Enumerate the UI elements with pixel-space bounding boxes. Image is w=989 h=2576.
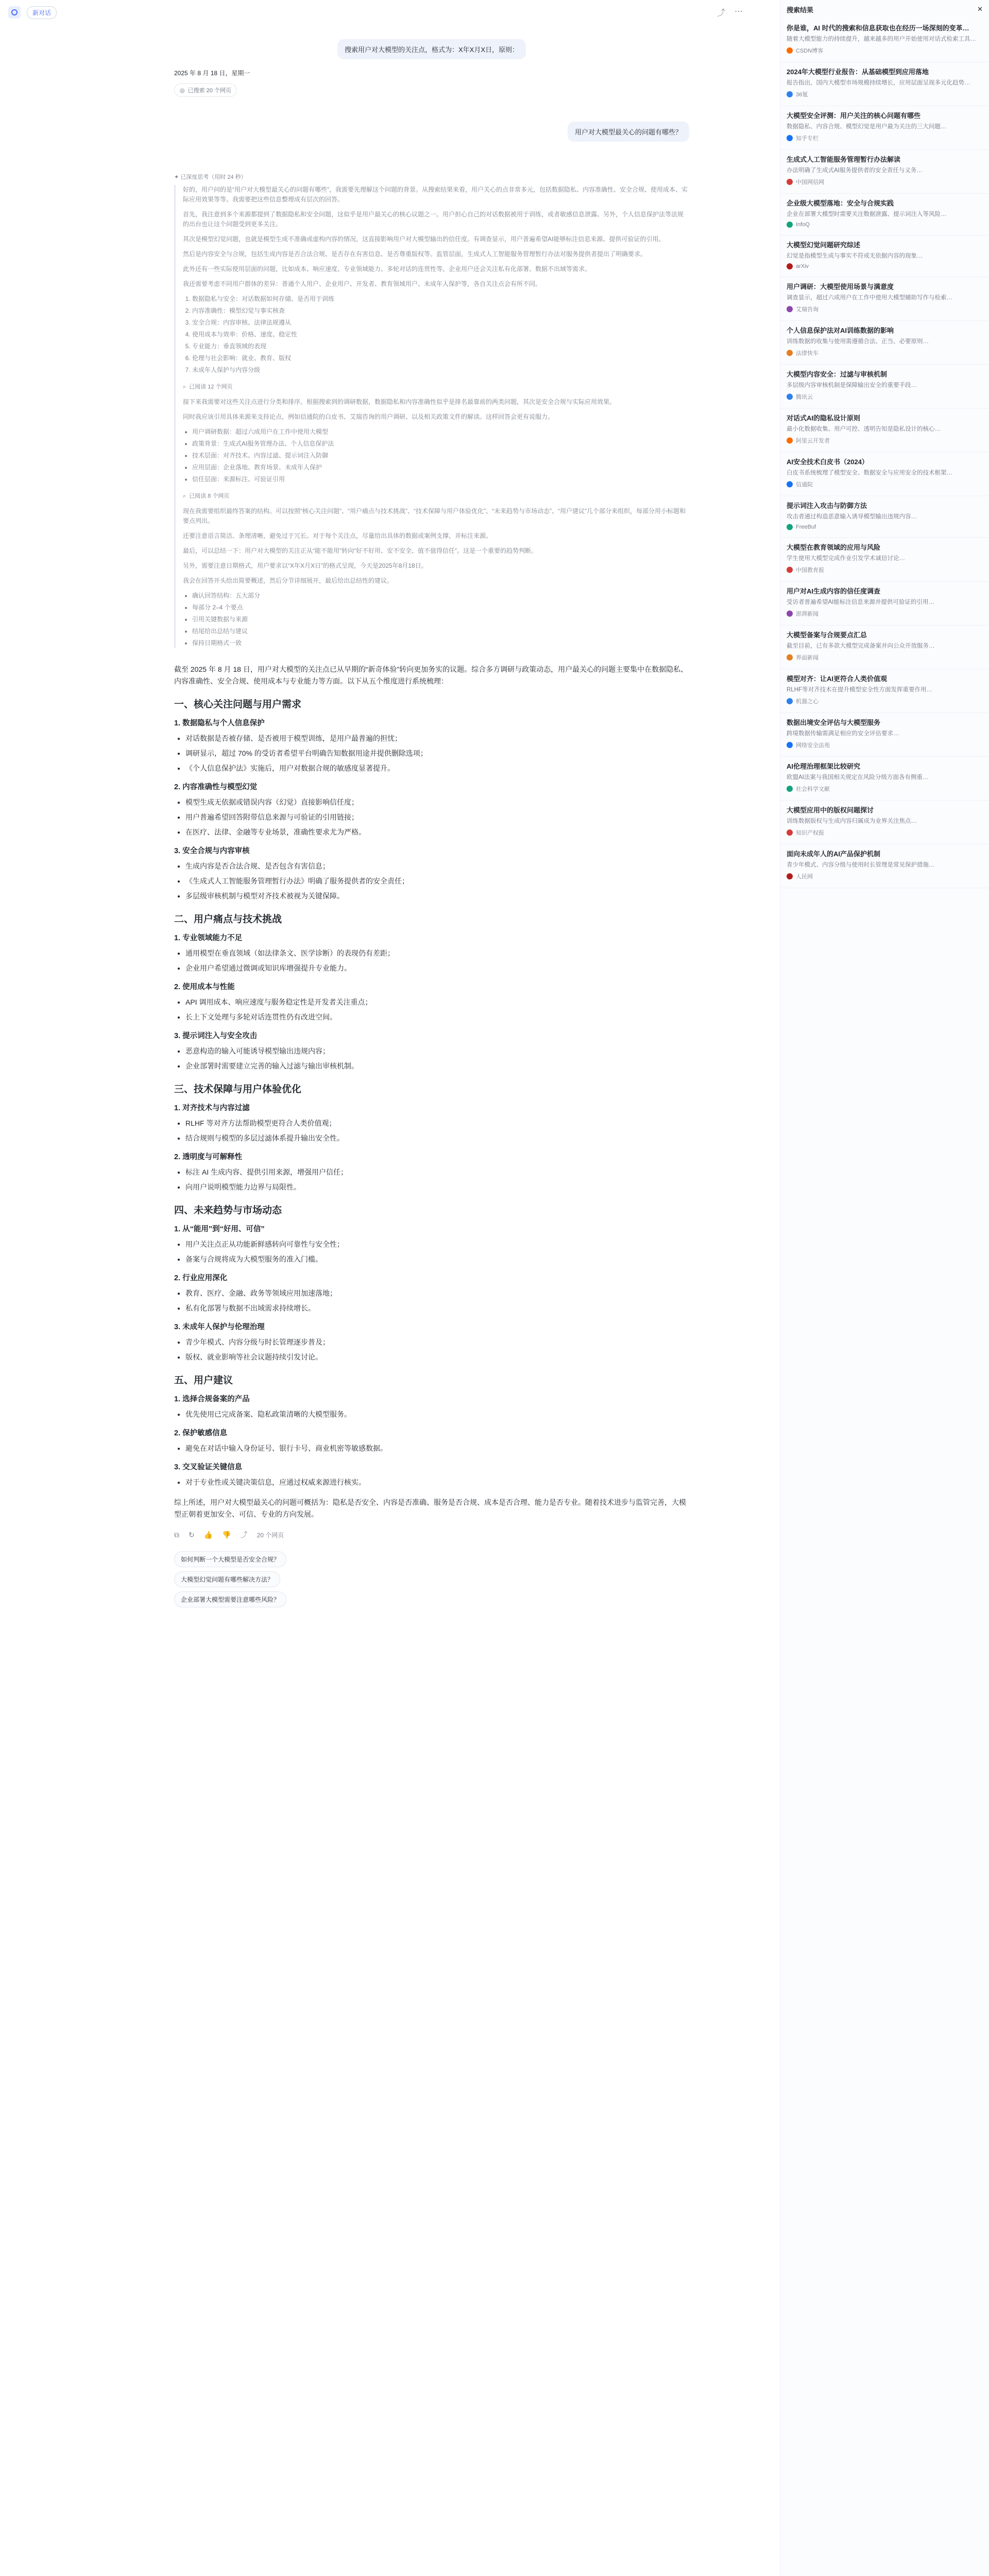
- search-results-panel: [780, 0, 989, 2576]
- source-name: CSDN博客: [796, 48, 824, 54]
- web-count[interactable]: 20 个网页: [257, 1531, 284, 1539]
- result-snippet: 跨境数据传输需满足相应的安全评估要求…: [787, 731, 899, 737]
- source-name: 澎湃新闻: [796, 611, 819, 617]
- result-title[interactable]: 大模型幻觉问题研究综述: [787, 241, 861, 249]
- chat-area: [174, 25, 689, 1612]
- source-name: 阿里云开发者: [796, 438, 830, 444]
- thinking-paragraph: 另外，需要注意日期格式，用户要求以“X年X月X日”的格式呈现，今天是2025年8月18日。: [183, 562, 428, 569]
- list-item: • 用户关注点正从功能新鲜感转向可靠性与安全性；: [185, 1239, 689, 1250]
- read-pages-chip[interactable]: ⌕ 已阅读 8 个网页: [183, 492, 229, 501]
- top-bar: [0, 0, 762, 25]
- list-item: 1. 数据隐私与安全：对话数据如何存储、是否用于训练: [192, 294, 689, 304]
- subsection-list: [185, 1045, 689, 1072]
- site-favicon-icon: [787, 394, 793, 400]
- list-item: • 保持日期格式一致: [192, 638, 689, 648]
- source-name: 信通院: [796, 482, 813, 488]
- site-favicon-icon: [787, 179, 793, 185]
- search-result-item[interactable]: [780, 194, 989, 235]
- list-item: • 向用户说明模型能力边界与局限性。: [185, 1181, 689, 1193]
- date-line: 2025 年 8 月 18 日，星期一: [174, 70, 250, 77]
- section-title: 五、用户建议: [174, 1375, 233, 1386]
- list-item: • 调研显示，超过 70% 的受访者希望平台明确告知数据用途并提供删除选项；: [185, 748, 689, 759]
- site-favicon-icon: [787, 263, 793, 269]
- result-title[interactable]: 用户调研：大模型使用场景与满意度: [787, 283, 894, 291]
- thumb-up-icon[interactable]: 👍: [203, 1530, 213, 1539]
- list-item: • API 调用成本、响应速度与服务稳定性是开发者关注重点；: [185, 996, 689, 1008]
- list-item: • 对于专业性或关键决策信息，应通过权威来源进行核实。: [185, 1477, 689, 1488]
- list-item: • 企业用户希望通过微调或知识库增强提升专业能力。: [185, 962, 689, 974]
- result-source: [787, 785, 983, 793]
- panel-title: 搜索结果: [787, 6, 814, 14]
- result-title[interactable]: 大模型备案与合规要点汇总: [787, 631, 867, 639]
- subsection-title: 1. 对齐技术与内容过滤: [174, 1104, 250, 1112]
- subsection-list: [185, 1239, 689, 1265]
- list-item: • 优先使用已完成备案、隐私政策清晰的大模型服务。: [185, 1409, 689, 1420]
- result-source: [787, 90, 983, 98]
- answer-intro: 截至 2025 年 8 月 18 日，用户对大模型的关注点已从早期的“新奇体验”转向更加务实的议题。综合多方调研与政策动态，用户最关心的问题主要集中在数据隐私、内容准确性、安全合规、使用成本与专业能力等方面。以下从五个维度进行系统梳理：: [174, 665, 688, 685]
- list-item: 6. 伦理与社会影响：就业、教育、版权: [192, 353, 689, 363]
- site-favicon-icon: [787, 524, 793, 530]
- list-item: • 《生成式人工智能服务管理暂行办法》明确了服务提供者的安全责任；: [185, 875, 689, 887]
- site-favicon-icon: [787, 481, 793, 487]
- result-source: [787, 134, 983, 142]
- source-name: 中国网信网: [796, 179, 824, 185]
- subsection-list: [185, 996, 689, 1023]
- source-name: 机器之心: [796, 699, 819, 705]
- search-result-item[interactable]: [780, 669, 989, 713]
- list-item: • 备案与合规将成为大模型服务的准入门槛。: [185, 1253, 689, 1265]
- share-icon[interactable]: ⤴: [240, 1531, 248, 1539]
- result-title[interactable]: 对话式AI的隐私设计原则: [787, 414, 861, 422]
- sources-chip[interactable]: ◎ 已搜索 20 个网页: [174, 83, 237, 97]
- subsection-title: 1. 数据隐私与个人信息保护: [174, 719, 265, 727]
- site-favicon-icon: [787, 437, 793, 444]
- search-icon: ⌕: [183, 384, 186, 390]
- result-source: [787, 436, 983, 445]
- subsection-title: 3. 交叉验证关键信息: [174, 1463, 243, 1471]
- search-result-item[interactable]: [780, 582, 989, 625]
- result-title[interactable]: 面向未成年人的AI产品保护机制: [787, 850, 881, 858]
- search-result-item[interactable]: [780, 757, 989, 801]
- result-snippet: 调查显示，超过六成用户在工作中使用大模型辅助写作与检索…: [787, 295, 952, 301]
- source-name: 法律快车: [796, 350, 819, 357]
- result-source: [787, 263, 983, 269]
- result-title[interactable]: 大模型内容安全：过滤与审核机制: [787, 370, 888, 378]
- user-message-row: [174, 39, 689, 59]
- list-item: • 用户普遍希望回答附带信息来源与可验证的引用链接；: [185, 811, 689, 823]
- list-item: • 结尾给出总结与建议: [192, 626, 689, 636]
- list-item: • 避免在对话中输入身份证号、银行卡号、商业机密等敏感数据。: [185, 1443, 689, 1454]
- site-favicon-icon: [787, 829, 793, 836]
- search-result-item[interactable]: [780, 801, 989, 844]
- subsection-title: 3. 提示词注入与安全攻击: [174, 1032, 258, 1040]
- list-item: • 应用层面：企业落地、教育场景、未成年人保护: [192, 463, 689, 472]
- source-name: InfoQ: [796, 222, 810, 228]
- section-title: 一、核心关注问题与用户需求: [174, 699, 302, 710]
- result-title[interactable]: 大模型在教育领域的应用与风险: [787, 544, 881, 551]
- result-snippet: 多层级内容审核机制是保障输出安全的重要手段…: [787, 382, 917, 388]
- source-name: 艾瑞咨询: [796, 307, 819, 313]
- list-item: • 用户调研数据：超过六成用户在工作中使用大模型: [192, 427, 689, 437]
- subsection-title: 2. 行业应用深化: [174, 1274, 228, 1282]
- search-result-item[interactable]: [780, 496, 989, 538]
- subsection-title: 2. 保护敏感信息: [174, 1429, 228, 1437]
- site-favicon-icon: [787, 47, 793, 54]
- list-item: • 教育、医疗、金融、政务等领域应用加速落地；: [185, 1287, 689, 1299]
- subsection-list: [185, 733, 689, 774]
- subsection-title: 1. 专业领域能力不足: [174, 934, 243, 942]
- answer-action-bar: [174, 1530, 689, 1540]
- list-item: 4. 使用成本与效率：价格、速度、稳定性: [192, 330, 689, 340]
- thought-icon: ✦: [174, 174, 181, 180]
- result-snippet: 数据隐私、内容合规、模型幻觉是用户最为关注的三大问题…: [787, 124, 947, 130]
- thinking-paragraph: 现在我需要组织最终答案的结构。可以按照“核心关注问题”、“用户痛点与技术挑战”、“技术保障与用户体验优化”、“未来趋势与市场动态”、“用户建议”几个部分来组织，每部分用小标题和要点列出。: [183, 507, 686, 524]
- result-source: [787, 524, 983, 530]
- thinking-paragraph: 好的，用户问的是“用户对大模型最关心的问题有哪些”，我需要先理解这个问题的背景。从搜索结果来看，用户关心的点非常多元，包括数据隐私、内容准确性、安全合规、使用成本、实际应用效果等等。我需要把这些信息整理成有层次的回答。: [183, 186, 688, 203]
- search-result-item[interactable]: [780, 235, 989, 277]
- source-chip-row: [174, 83, 689, 97]
- suggestions: [174, 1551, 689, 1612]
- site-favicon-icon: [787, 135, 793, 141]
- search-result-item[interactable]: [780, 625, 989, 669]
- list-item: • 私有化部署与数据不出域需求持续增长。: [185, 1302, 689, 1314]
- thinking-block: [174, 173, 689, 648]
- site-favicon-icon: [787, 698, 793, 704]
- site-favicon-icon: [787, 222, 793, 228]
- site-favicon-icon: [787, 306, 793, 312]
- result-title[interactable]: 用户对AI生成内容的信任度调查: [787, 587, 881, 595]
- result-title[interactable]: 你是谁，AI 时代的搜索和信息获取也在经历一场深刻的变革…: [787, 24, 969, 32]
- read-pages-chip[interactable]: ⌕ 已阅读 12 个网页: [183, 382, 233, 392]
- search-result-item[interactable]: [780, 713, 989, 757]
- source-name: 网络安全法苑: [796, 742, 830, 749]
- result-snippet: 青少年模式、内容分级与使用时长管理是常见保护措施…: [787, 862, 935, 868]
- site-favicon-icon: [787, 350, 793, 356]
- user-message-1: 搜索用户对大模型的关注点，格式为：X年X月X日，原则：: [337, 39, 526, 59]
- share-icon[interactable]: ⤴: [717, 9, 725, 18]
- list-item: 2. 内容准确性：模型幻觉与事实核查: [192, 306, 689, 316]
- list-item: • 生成内容是否合法合规、是否包含有害信息；: [185, 860, 689, 872]
- result-title[interactable]: AI伦理治理框架比较研究: [787, 762, 861, 770]
- answer-body: [174, 664, 689, 1520]
- source-name: 社会科学文献: [796, 786, 830, 792]
- source-name: 中国教育报: [796, 567, 824, 573]
- subsection-title: 2. 使用成本与性能: [174, 983, 235, 991]
- result-snippet: 企业在部署大模型时需要关注数据泄露、提示词注入等风险…: [787, 211, 947, 217]
- result-source: [787, 828, 983, 837]
- thinking-paragraph: 还要注意语言简洁、条理清晰，避免过于冗长。对于每个关注点，尽量给出具体的数据或案例支撑，并标注来源。: [183, 532, 492, 539]
- result-title[interactable]: 数据出境安全评估与大模型服务: [787, 719, 881, 726]
- new-chat-pill[interactable]: 新对话: [27, 6, 57, 19]
- search-result-item[interactable]: [780, 409, 989, 452]
- site-favicon-icon: [787, 91, 793, 97]
- suggestion-chip[interactable]: 如何判断一个大模型是否安全合规？: [174, 1551, 286, 1567]
- result-snippet: 截至目前，已有多款大模型完成备案并向公众开放服务…: [787, 643, 935, 649]
- source-name: 知识产权报: [796, 830, 824, 836]
- thinking-list-1: [192, 294, 689, 375]
- search-result-item[interactable]: [780, 844, 989, 888]
- search-result-item[interactable]: [780, 365, 989, 409]
- subsection-title: 3. 安全合规与内容审核: [174, 847, 250, 855]
- thinking-paragraph: 我会在回答开头给出简要概述，然后分节详细展开，最后给出总结性的建议。: [183, 577, 394, 584]
- thinking-paragraph: 接下来我需要对这些关注点进行分类和排序。根据搜索到的调研数据，数据隐私和内容准确性似乎是排名最靠前的两类问题，其次是安全合规与实际应用效果。: [183, 398, 616, 405]
- more-icon[interactable]: ⋯: [735, 7, 743, 16]
- search-result-item[interactable]: [780, 150, 989, 194]
- source-name: arXiv: [796, 263, 809, 269]
- topbar-actions: [717, 6, 743, 18]
- result-source: [787, 653, 983, 662]
- source-name: 腾讯云: [796, 394, 813, 400]
- result-source: [787, 480, 983, 488]
- logo-icon[interactable]: [8, 6, 21, 19]
- search-result-item[interactable]: [780, 452, 989, 496]
- subsection-list: [185, 1336, 689, 1363]
- result-title[interactable]: 2024年大模型行业报告：从基础模型到应用落地: [787, 68, 929, 76]
- thinking-paragraph: 最后，可以总结一下：用户对大模型的关注正从“能不能用”转向“好不好用、安不安全、值不值得信任”。这是一个重要的趋势判断。: [183, 547, 537, 554]
- result-source: [787, 566, 983, 574]
- suggestion-chip[interactable]: 企业部署大模型需要注意哪些风险？: [174, 1591, 286, 1607]
- result-title[interactable]: 模型对齐：让AI更符合人类价值观: [787, 675, 888, 683]
- list-item: • 在医疗、法律、金融等专业场景，准确性要求尤为严格。: [185, 826, 689, 838]
- section-title: 四、未来趋势与市场动态: [174, 1205, 282, 1216]
- source-name: 知乎专栏: [796, 135, 819, 142]
- result-source: [787, 222, 983, 228]
- site-favicon-icon: [787, 742, 793, 748]
- result-snippet: 欧盟AI法案与我国相关规定在风险分级方面各有侧重…: [787, 774, 929, 781]
- search-icon: ⌕: [183, 493, 186, 499]
- result-title[interactable]: 生成式人工智能服务管理暂行办法解读: [787, 156, 901, 163]
- list-item: • 企业部署时需要建立完善的输入过滤与输出审核机制。: [185, 1060, 689, 1072]
- result-snippet: RLHF等对齐技术在提升模型安全性方面发挥重要作用…: [787, 687, 933, 693]
- subsection-list: [185, 1117, 689, 1144]
- result-source: [787, 609, 983, 618]
- thinking-paragraph: 我还需要考虑不同用户群体的差异：普通个人用户、企业用户、开发者、教育领域用户、未成年人保护等，各自关注点会有所不同。: [183, 280, 542, 287]
- result-title[interactable]: 企业级大模型落地：安全与合规实践: [787, 199, 894, 207]
- thinking-paragraph: 然后是内容安全与合规，包括生成内容是否合法合规、是否存在有害信息、是否尊重版权等。监管层面，生成式人工智能服务管理暂行办法对服务提供者提出了明确要求。: [183, 250, 647, 258]
- result-snippet: 训练数据的收集与使用需遵循合法、正当、必要原则…: [787, 338, 929, 345]
- result-title[interactable]: 大模型安全评测：用户关注的核心问题有哪些: [787, 112, 921, 120]
- thinking-paragraph: 其次是模型幻觉问题，也就是模型生成不准确或虚构内容的情况。这直接影响用户对大模型输出的信任度。有调查显示，用户普遍希望AI能够标注信息来源、提供可验证的引用。: [183, 235, 665, 243]
- section-title: 三、技术保障与用户体验优化: [174, 1084, 302, 1095]
- list-item: • 技术层面：对齐技术、内容过滤、提示词注入防御: [192, 451, 689, 461]
- list-item: • 政策背景：生成式AI服务管理办法、个人信息保护法: [192, 439, 689, 449]
- subsection-list: [185, 1287, 689, 1314]
- result-snippet: 办法明确了生成式AI服务提供者的安全责任与义务…: [787, 167, 923, 174]
- list-item: • 信任层面：来源标注、可验证引用: [192, 474, 689, 484]
- list-item: 3. 安全合规：内容审核、法律法规遵从: [192, 318, 689, 328]
- site-favicon-icon: [787, 567, 793, 573]
- copy-icon[interactable]: ⧉: [174, 1530, 179, 1539]
- list-item: 5. 专业能力：垂直领域的表现: [192, 342, 689, 351]
- subsection-list: [185, 796, 689, 838]
- thinking-paragraph: 此外还有一些实际使用层面的问题，比如成本、响应速度、专业领域能力、多轮对话的连贯性等。企业用户还会关注私有化部署、数据不出域等需求。: [183, 265, 591, 273]
- list-item: • 恶意构造的输入可能诱导模型输出违规内容；: [185, 1045, 689, 1057]
- list-item: • 对话数据是否被存储、是否被用于模型训练，是用户最普遍的担忧；: [185, 733, 689, 744]
- subsection-list: [185, 947, 689, 974]
- source-name: 人民网: [796, 874, 813, 880]
- list-item: • 结合规则与模型的多层过滤体系提升输出安全性。: [185, 1132, 689, 1144]
- user-question: 用户对大模型最关心的问题有哪些？: [568, 122, 689, 142]
- result-snippet: 攻击者通过构造恶意输入诱导模型输出违规内容…: [787, 514, 917, 520]
- list-item: • 标注 AI 生成内容、提供引用来源，增强用户信任；: [185, 1166, 689, 1178]
- subsection-title: 2. 内容准确性与模型幻觉: [174, 783, 258, 791]
- list-item: • 引用关键数据与来源: [192, 615, 689, 624]
- thinking-list-3: [192, 591, 689, 648]
- search-result-item[interactable]: [780, 19, 989, 62]
- list-item: • 确认回答结构：五大部分: [192, 591, 689, 601]
- thinking-paragraph: 首先，我注意到多个来源都提到了数据隐私和安全问题，这似乎是用户最关心的核心议题之一。用户担心自己的对话数据被用于训练，或者敏感信息泄露。另外，个人信息保护法等法规的出台也让这个问题受到更多关注。: [183, 211, 684, 228]
- suggestion-chip[interactable]: 大模型幻觉问题有哪些解决方法？: [174, 1571, 280, 1587]
- list-item: • 《个人信息保护法》实施后，用户对数据合规的敏感度显著提升。: [185, 762, 689, 774]
- subsection-title: 2. 透明度与可解释性: [174, 1153, 243, 1161]
- panel-header: [780, 0, 989, 19]
- site-favicon-icon: [787, 873, 793, 879]
- source-name: FreeBuf: [796, 524, 816, 530]
- result-source: [787, 178, 983, 186]
- result-title[interactable]: 个人信息保护法对AI训练数据的影响: [787, 327, 894, 334]
- search-result-item[interactable]: [780, 62, 989, 106]
- subsection-list: [185, 1443, 689, 1454]
- thinking-content: [174, 185, 689, 648]
- thinking-paragraph: 同时我应该引用具体来源来支持论点，例如信通院的白皮书、艾瑞咨询的用户调研、以及相关政策文件的解读。这样回答会更有说服力。: [183, 413, 554, 420]
- search-result-item[interactable]: [780, 538, 989, 582]
- result-source: [787, 872, 983, 880]
- result-source: [787, 697, 983, 705]
- subsection-list: [185, 1166, 689, 1193]
- search-result-item[interactable]: [780, 277, 989, 321]
- subsection-list: [185, 860, 689, 902]
- results-list: [780, 19, 989, 888]
- list-item: • 青少年模式、内容分级与时长管理逐步普及；: [185, 1336, 689, 1348]
- list-item: 7. 未成年人保护与内容分级: [192, 365, 689, 375]
- result-snippet: 训练数据版权与生成内容归属成为业界关注焦点…: [787, 818, 917, 824]
- result-source: [787, 741, 983, 749]
- result-snippet: 幻觉是指模型生成与事实不符或无依据内容的现象…: [787, 253, 923, 259]
- section-title: 二、用户痛点与技术挑战: [174, 914, 282, 925]
- list-item: • 版权、就业影响等社会议题持续引发讨论。: [185, 1351, 689, 1363]
- thinking-header[interactable]: ✦ 已深度思考（用时 24 秒）: [174, 174, 247, 180]
- site-favicon-icon: [787, 654, 793, 660]
- list-item: • RLHF 等对齐方法帮助模型更符合人类价值观；: [185, 1117, 689, 1129]
- result-snippet: 学生使用大模型完成作业引发学术诚信讨论…: [787, 555, 905, 562]
- list-item: • 模型生成无依据或错误内容（幻觉）直接影响信任度；: [185, 796, 689, 808]
- list-item: • 每部分 2–4 个要点: [192, 603, 689, 613]
- result-source: [787, 305, 983, 313]
- subsection-title: 1. 选择合规备案的产品: [174, 1395, 250, 1403]
- result-source: [787, 46, 983, 55]
- result-source: [787, 393, 983, 401]
- subsection-list: [185, 1477, 689, 1488]
- result-source: [787, 349, 983, 357]
- subsection-title: 3. 未成年人保护与伦理治理: [174, 1323, 265, 1331]
- result-snippet: 最小化数据收集、用户可控、透明告知是隐私设计的核心…: [787, 426, 941, 432]
- result-snippet: 白皮书系统梳理了模型安全、数据安全与应用安全的技术框架…: [787, 470, 952, 476]
- subsection-list: [185, 1409, 689, 1420]
- list-item: • 长上下文处理与多轮对话连贯性仍有改进空间。: [185, 1011, 689, 1023]
- list-item: • 通用模型在垂直领域（如法律条文、医学诊断）的表现仍有差距；: [185, 947, 689, 959]
- answer-summary: 综上所述，用户对大模型最关心的问题可概括为：隐私是否安全、内容是否准确、服务是否合规、成本是否合理、能力是否专业。随着技术进步与监管完善，大模型正朝着更加安全、可信、专业的方向发展。: [174, 1498, 686, 1518]
- site-favicon-icon: [787, 611, 793, 617]
- user-question-row: [174, 122, 689, 142]
- result-snippet: 报告指出，国内大模型市场规模持续增长，应用层面呈现多元化趋势…: [787, 80, 970, 86]
- source-name: 36氪: [796, 92, 808, 98]
- thumb-down-icon[interactable]: 👎: [222, 1530, 231, 1539]
- globe-icon: ◎: [180, 87, 185, 94]
- subsection-title: 1. 从“能用”到“好用、可信”: [174, 1225, 265, 1233]
- close-icon[interactable]: ✕: [977, 5, 983, 13]
- result-snippet: 随着大模型能力的持续提升，越来越多的用户开始使用对话式检索工具…: [787, 36, 976, 42]
- source-name: 界面新闻: [796, 655, 819, 661]
- list-item: • 多层级审核机制与模型对齐技术被视为关键保障。: [185, 890, 689, 902]
- search-result-item[interactable]: [780, 321, 989, 365]
- refresh-icon[interactable]: ↻: [189, 1530, 195, 1539]
- site-favicon-icon: [787, 786, 793, 792]
- search-result-item[interactable]: [780, 106, 989, 150]
- result-title[interactable]: 大模型应用中的版权问题探讨: [787, 806, 874, 814]
- result-snippet: 受访者普遍希望AI能标注信息来源并提供可验证的引用…: [787, 599, 934, 605]
- result-title[interactable]: 提示词注入攻击与防御方法: [787, 502, 867, 510]
- thinking-list-2: [192, 427, 689, 484]
- result-title[interactable]: AI安全技术白皮书（2024）: [787, 458, 868, 466]
